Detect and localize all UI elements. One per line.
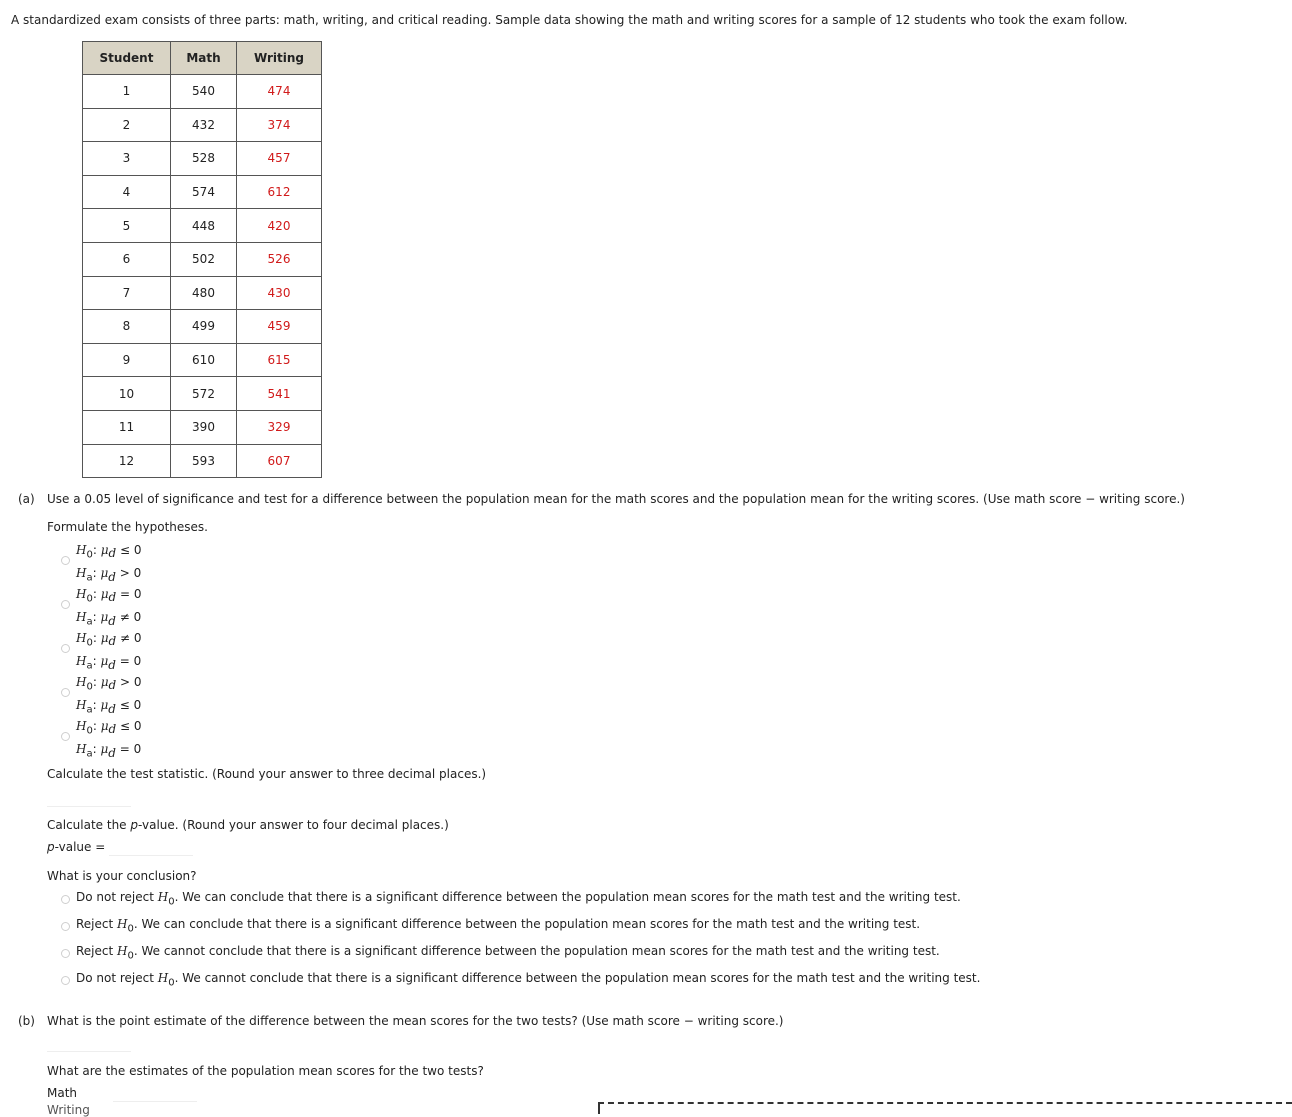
table-row [83, 242, 322, 276]
cell-student: 3 [83, 142, 171, 176]
pvalue-prompt [47, 818, 449, 832]
pvalue-label-rest: -value = [54, 840, 106, 854]
table-row [83, 310, 322, 344]
hypothesis-option-2: $H_0$: $\mu_d = 0$ $H_a$: $\mu_d \ne 0$ [76, 587, 142, 628]
pvalue-input[interactable] [109, 838, 193, 856]
h0-relation: = 0 [120, 587, 142, 601]
header-student: Student [83, 42, 171, 75]
cell-math: 572 [171, 377, 237, 411]
cell-math: 502 [171, 242, 237, 276]
conclusion-pre: Reject [76, 944, 118, 958]
table-row [83, 276, 322, 310]
cell-math: 480 [171, 276, 237, 310]
ha-relation: ≤ 0 [119, 698, 142, 713]
cell-writing: 615 [237, 343, 322, 377]
cell-student: 2 [83, 108, 171, 142]
table-row [83, 75, 322, 109]
conclusion-radio-2[interactable] [61, 922, 70, 931]
cell-writing: 526 [237, 242, 322, 276]
cell-math: 528 [171, 142, 237, 176]
estimates-prompt: What are the estimates of the population mean scores for the two tests? [47, 1064, 484, 1078]
conclusion-pre: Reject [76, 917, 118, 931]
pvalue-prompt-post: -value. (Round your answer to four decimal places.) [138, 818, 449, 832]
problem-intro: A standardized exam consists of three parts: math, writing, and critical reading. Sample data showing the math and writing scores for a sample of 12 students who took the exam follow. [11, 13, 1128, 27]
cell-math: 593 [171, 444, 237, 478]
table-row [83, 410, 322, 444]
part-b-question: What is the point estimate of the difference between the mean scores for the two tests? (Use math score − writing score.) [47, 1014, 784, 1028]
cell-math: 610 [171, 343, 237, 377]
hypothesis-radio-5[interactable] [61, 732, 70, 741]
table-row [83, 377, 322, 411]
pvalue-label-p: p [47, 840, 55, 854]
cell-writing: 459 [237, 310, 322, 344]
cell-math: 574 [171, 175, 237, 209]
hypothesis-option-5: $H_0$: $\mu_d \le 0$ $H_a$: $\mu_d = 0$ [76, 719, 142, 760]
table-row [83, 108, 322, 142]
ha-relation: > 0 [119, 566, 142, 581]
conclusion-post: . We can conclude that there is a significant difference between the population mean scores for the math test and the writing test. [174, 890, 961, 904]
cell-student: 9 [83, 343, 171, 377]
pvalue-prompt-pre: Calculate the [47, 818, 131, 832]
cell-student: 4 [83, 175, 171, 209]
cell-math: 390 [171, 410, 237, 444]
conclusion-post: . We cannot conclude that there is a significant difference between the population mean scores for the math test and the writing test. [174, 971, 981, 985]
h0-relation: ≠ 0 [120, 631, 142, 645]
cell-student: 10 [83, 377, 171, 411]
cell-math: 448 [171, 209, 237, 243]
part-a-label: (a) [18, 492, 35, 506]
conclusion-prompt: What is your conclusion? [47, 869, 197, 883]
conclusion-option-1: Do not reject $H_0$. We can conclude that there is a significant difference between the population mean scores for the math test and the writing test. [76, 890, 961, 908]
table-row [83, 175, 322, 209]
cell-writing: 612 [237, 175, 322, 209]
math-estimate-input[interactable] [113, 1085, 197, 1102]
scores-table [82, 41, 322, 478]
ha-relation: = 0 [119, 654, 142, 669]
table-header-row [83, 42, 322, 75]
part-a-question: Use a 0.05 level of significance and test for a difference between the population mean for the math scores and the population mean for the writing scores. (Use math score − writing score.) [47, 492, 1185, 506]
cell-student: 6 [83, 242, 171, 276]
cell-writing: 430 [237, 276, 322, 310]
conclusion-option-3: Reject $H_0$. We cannot conclude that there is a significant difference between the population mean scores for the math test and the writing test. [76, 944, 940, 962]
h0-relation: > 0 [120, 675, 142, 689]
table-row [83, 142, 322, 176]
pvalue-label [47, 840, 105, 854]
writing-estimate-label: Writing [47, 1103, 90, 1117]
table-row [83, 444, 322, 478]
conclusion-radio-4[interactable] [61, 976, 70, 985]
cell-math: 540 [171, 75, 237, 109]
conclusion-post: . We cannot conclude that there is a significant difference between the population mean scores for the math test and the writing test. [133, 944, 940, 958]
cell-student: 8 [83, 310, 171, 344]
hypothesis-radio-2[interactable] [61, 600, 70, 609]
hypothesis-option-3: $H_0$: $\mu_d \ne 0$ $H_a$: $\mu_d = 0$ [76, 631, 142, 672]
cell-student: 7 [83, 276, 171, 310]
test-statistic-input[interactable] [47, 790, 131, 807]
conclusion-option-2: Reject $H_0$. We can conclude that there is a significant difference between the population mean scores for the math test and the writing test. [76, 917, 921, 935]
cell-writing: 607 [237, 444, 322, 478]
cell-writing: 420 [237, 209, 322, 243]
math-estimate-label: Math [47, 1086, 78, 1100]
cell-writing: 474 [237, 75, 322, 109]
hypothesis-radio-3[interactable] [61, 644, 70, 653]
cell-writing: 541 [237, 377, 322, 411]
header-writing: Writing [237, 42, 322, 75]
dashed-panel-edge [598, 1102, 1292, 1114]
ha-relation: ≠ 0 [119, 610, 142, 625]
cell-math: 499 [171, 310, 237, 344]
hypothesis-radio-1[interactable] [61, 556, 70, 565]
conclusion-radio-1[interactable] [61, 895, 70, 904]
hypothesis-option-1: $H_0$: $\mu_d \le 0$ $H_a$: $\mu_d > 0$ [76, 543, 142, 584]
part-b-label: (b) [18, 1014, 35, 1028]
cell-writing: 329 [237, 410, 322, 444]
cell-student: 11 [83, 410, 171, 444]
point-estimate-input[interactable] [47, 1035, 131, 1052]
hypothesis-radio-4[interactable] [61, 688, 70, 697]
hypothesis-option-4: $H_0$: $\mu_d > 0$ $H_a$: $\mu_d \le 0$ [76, 675, 142, 716]
cell-student: 5 [83, 209, 171, 243]
cell-student: 1 [83, 75, 171, 109]
h0-relation: ≤ 0 [120, 543, 142, 557]
conclusion-pre: Do not reject [76, 890, 158, 904]
cell-math: 432 [171, 108, 237, 142]
table-row [83, 209, 322, 243]
cell-student: 12 [83, 444, 171, 478]
pvalue-prompt-p: p [130, 818, 138, 832]
conclusion-pre: Do not reject [76, 971, 158, 985]
test-statistic-prompt: Calculate the test statistic. (Round your answer to three decimal places.) [47, 767, 487, 781]
cell-writing: 374 [237, 108, 322, 142]
cell-writing: 457 [237, 142, 322, 176]
conclusion-post: . We can conclude that there is a significant difference between the population mean scores for the math test and the writing test. [133, 917, 921, 931]
header-math: Math [171, 42, 237, 75]
h0-relation: ≤ 0 [120, 719, 142, 733]
conclusion-radio-3[interactable] [61, 949, 70, 958]
conclusion-option-4: Do not reject $H_0$. We cannot conclude that there is a significant difference between the population mean scores for the math test and the writing test. [76, 971, 981, 989]
ha-relation: = 0 [119, 742, 142, 757]
formulate-prompt: Formulate the hypotheses. [47, 520, 208, 534]
table-row [83, 343, 322, 377]
